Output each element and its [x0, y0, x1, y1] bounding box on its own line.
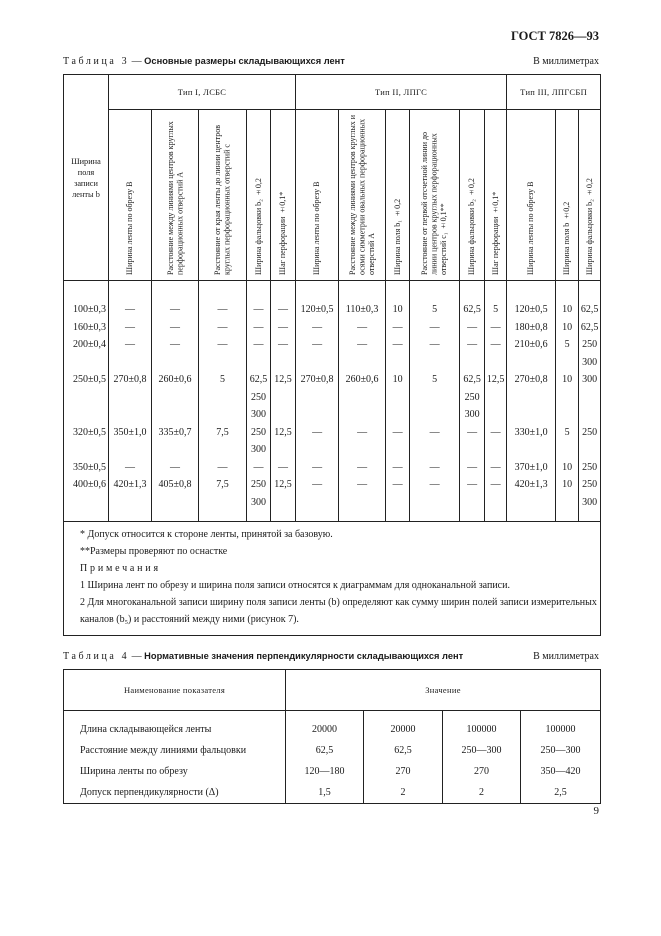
table-cell: —: [199, 336, 247, 371]
table-cell: 250 300: [247, 476, 271, 511]
table-cell: —: [247, 336, 271, 371]
table-cell: 5: [410, 301, 460, 319]
value-cell: 2: [364, 782, 443, 804]
subheader: Ширина ленты по обрезу B: [109, 110, 152, 281]
table-cell: 5: [410, 371, 460, 424]
indicator-name: Допуск перпендикулярности (Δ): [80, 787, 219, 798]
table-cell: —: [410, 424, 460, 459]
value-cell: 250—300: [443, 740, 521, 761]
table-cell: 10: [386, 301, 410, 319]
table-cell: 400±0,6: [73, 479, 106, 490]
subheader: Ширина поля b ±0,2: [556, 110, 579, 281]
table-cell: 62,5: [579, 301, 601, 319]
table-cell: —: [296, 319, 339, 337]
table-cell: 370±1,0: [507, 459, 556, 477]
table-cell: 62,5 250 300: [247, 371, 271, 424]
group-type-2: Тип II, ЛПГС: [296, 75, 507, 110]
value-cell: 100000: [521, 711, 601, 741]
table-cell: —: [410, 319, 460, 337]
table-cell: 10: [556, 459, 579, 477]
value-cell: 350—420: [521, 761, 601, 782]
table-cell: —: [152, 336, 199, 371]
subheader: Ширина ленты по обрезу B: [296, 110, 339, 281]
table-cell: —: [460, 459, 485, 477]
table-cell: —: [386, 476, 410, 511]
page-number: 9: [593, 805, 599, 817]
subheader: Ширина поля b₁ ±0,2: [386, 110, 410, 281]
table-cell: 5: [485, 301, 507, 319]
table-cell: —: [199, 301, 247, 319]
table-cell: —: [339, 336, 386, 371]
table-cell: 270±0,8: [109, 371, 152, 424]
table-cell: 12,5: [271, 371, 296, 424]
table-cell: —: [109, 319, 152, 337]
table-cell: —: [296, 476, 339, 511]
table-cell: 210±0,6: [507, 336, 556, 371]
table3-units: В миллиметрах: [533, 56, 599, 67]
subheader: Ширина ленты по обрезу B: [507, 110, 556, 281]
table-cell: —: [247, 319, 271, 337]
value-cell: 100000: [443, 711, 521, 741]
table-cell: —: [271, 301, 296, 319]
table-cell: 10: [556, 301, 579, 319]
table-cell: —: [109, 301, 152, 319]
value-cell: 2: [443, 782, 521, 804]
table-cell: 250 300: [579, 336, 601, 371]
table-row: [64, 459, 601, 477]
table-cell: 405±0,8: [152, 476, 199, 511]
table-cell: 250: [579, 459, 601, 477]
table-cell: —: [386, 319, 410, 337]
table-cell: —: [460, 336, 485, 371]
table-cell: 62,5: [579, 319, 601, 337]
subheader: Расстояние между линиями центров круглых и осями симметрии овальных перфорационных отверстий A: [339, 110, 386, 281]
table-cell: 100±0,3: [73, 304, 106, 315]
table-cell: —: [271, 336, 296, 371]
table-cell: 7,5: [199, 424, 247, 459]
indicator-name: Ширина ленты по обрезу: [80, 766, 188, 777]
footnote-2: **Размеры проверяют по оснастке: [80, 546, 228, 557]
table-cell: 10: [556, 371, 579, 424]
table-cell: —: [386, 424, 410, 459]
table-cell: —: [152, 319, 199, 337]
table-cell: 62,5 250 300: [460, 371, 485, 424]
table3-body: [64, 281, 601, 522]
table-cell: 250: [579, 424, 601, 459]
table-cell: 120±0,5: [296, 301, 339, 319]
table-cell: —: [485, 424, 507, 459]
table-cell: 330±1,0: [507, 424, 556, 459]
table-cell: —: [485, 336, 507, 371]
table-cell: 350±0,5: [73, 461, 106, 473]
table3-notes: [64, 522, 601, 636]
table-cell: 5: [199, 371, 247, 424]
value-cell: 62,5: [286, 740, 364, 761]
table-cell: 420±1,3: [507, 476, 556, 511]
table-cell: 420±1,3: [109, 476, 152, 511]
table-row: [64, 782, 601, 804]
table-cell: —: [410, 459, 460, 477]
col-record-width: Ширина поля записи ленты b: [64, 75, 109, 281]
head-indicator: Наименование показателя: [64, 670, 286, 711]
table-row: [64, 740, 601, 761]
value-cell: 120—180: [286, 761, 364, 782]
note-2: 2 Для многоканальной записи ширину поля записи ленты (b) определяют как сумму ширин полей записи измерительных каналов (b₅) и расстояний между ними (рисунок 7).: [80, 597, 597, 625]
table-cell: 12,5: [271, 424, 296, 459]
notes-title: Примечания: [80, 563, 161, 574]
table-cell: 300: [579, 371, 601, 424]
group-type-1: Тип I, ЛСБС: [109, 75, 296, 110]
table-cell: —: [386, 336, 410, 371]
table-cell: —: [109, 459, 152, 477]
table3-dimensions: [63, 74, 601, 636]
table-cell: —: [109, 336, 152, 371]
table-cell: 270±0,8: [296, 371, 339, 424]
subheader: Ширина фальцовки b₂ ±0,2: [247, 110, 271, 281]
table-cell: —: [271, 459, 296, 477]
table-cell: 7,5: [199, 476, 247, 511]
subheader: Шаг перфорации ±0,1*: [271, 110, 296, 281]
table-cell: 335±0,7: [152, 424, 199, 459]
table-cell: —: [460, 476, 485, 511]
head-value: Значение: [286, 670, 601, 711]
table-cell: 110±0,3: [339, 301, 386, 319]
table-cell: —: [339, 424, 386, 459]
subheader: Шаг перфорации ±0,1*: [485, 110, 507, 281]
table-cell: 10: [386, 371, 410, 424]
table-cell: 320±0,5: [73, 426, 106, 438]
table-row: [64, 319, 601, 337]
value-cell: 20000: [364, 711, 443, 741]
table-row: [64, 476, 601, 511]
table-cell: 250±0,5: [73, 374, 106, 385]
table-cell: —: [199, 319, 247, 337]
footnote-1: * Допуск относится к стороне ленты, принятой за базовую.: [80, 529, 333, 540]
table-cell: —: [247, 301, 271, 319]
standard-header: ГОСТ 7826—93: [510, 29, 599, 43]
table-cell: 160±0,3: [73, 321, 106, 333]
table-cell: 260±0,6: [152, 371, 199, 424]
table-cell: —: [296, 424, 339, 459]
table-cell: —: [296, 459, 339, 477]
subheader: Ширина фальцовки b₂ ±0,2: [579, 110, 601, 281]
table-cell: —: [460, 424, 485, 459]
table-cell: 250 300: [247, 424, 271, 459]
table-cell: 12,5: [485, 371, 507, 424]
table-cell: —: [152, 459, 199, 477]
group-type-3: Тип III, ЛПГСБП: [507, 75, 601, 110]
table3-caption: Таблица 3 — Основные размеры складывающихся лент: [63, 56, 345, 67]
value-cell: 2,5: [521, 782, 601, 804]
table-row: [64, 371, 601, 424]
table-cell: 200±0,4: [73, 339, 106, 350]
table-row: [64, 336, 601, 371]
table-cell: 5: [556, 424, 579, 459]
table-cell: 260±0,6: [339, 371, 386, 424]
table-row: [64, 424, 601, 459]
subheader: Расстояние от края ленты до линии центров круглых перфорационных отверстий c: [199, 110, 247, 281]
table-cell: 62,5: [460, 301, 485, 319]
table-cell: 10: [556, 476, 579, 511]
table-cell: —: [296, 336, 339, 371]
table-cell: —: [339, 459, 386, 477]
table-cell: —: [485, 476, 507, 511]
value-cell: 20000: [286, 711, 364, 741]
table-cell: —: [247, 459, 271, 477]
table-cell: —: [271, 319, 296, 337]
indicator-name: Длина складывающейся ленты: [80, 724, 212, 735]
table-cell: —: [410, 476, 460, 511]
table-cell: —: [152, 301, 199, 319]
value-cell: 270: [364, 761, 443, 782]
table-cell: 120±0,5: [507, 301, 556, 319]
value-cell: 250—300: [521, 740, 601, 761]
table4-units: В миллиметрах: [533, 651, 599, 662]
table-cell: —: [339, 319, 386, 337]
table-cell: —: [485, 319, 507, 337]
table-cell: —: [339, 476, 386, 511]
table-cell: —: [485, 459, 507, 477]
indicator-name: Расстояние между линиями фальцовки: [80, 745, 247, 756]
table-cell: 250 300: [579, 476, 601, 511]
value-cell: 1,5: [286, 782, 364, 804]
table-cell: 12,5: [271, 476, 296, 511]
table-cell: 180±0,8: [507, 319, 556, 337]
table-row: [64, 761, 601, 782]
table4-caption: Таблица 4 — Нормативные значения перпендикулярности складывающихся лент: [63, 651, 464, 662]
subheader: Расстояние между линиями центров круглых перфорационных отверстий A: [152, 110, 199, 281]
note-1: 1 Ширина лент по обрезу и ширина поля записи относятся к диаграммам для одноканальной записи.: [80, 580, 510, 591]
table-cell: 350±1,0: [109, 424, 152, 459]
table-cell: —: [410, 336, 460, 371]
table-cell: 270±0,8: [507, 371, 556, 424]
table4-perpendicularity: [63, 669, 601, 804]
table-cell: —: [386, 459, 410, 477]
table4-body: [64, 711, 601, 804]
value-cell: 270: [443, 761, 521, 782]
table-cell: —: [199, 459, 247, 477]
table-cell: 5: [556, 336, 579, 371]
table-cell: 10: [556, 319, 579, 337]
table-cell: —: [460, 319, 485, 337]
subheader: Ширина фальцовки b₂ ±0,2: [460, 110, 485, 281]
value-cell: 62,5: [364, 740, 443, 761]
table-row: [64, 301, 601, 319]
subheader: Расстояние от первой отсчетной линии до линии центров круглых перфорационных отверстий c₁ ±0,1**: [410, 110, 460, 281]
table-row: [64, 711, 601, 741]
